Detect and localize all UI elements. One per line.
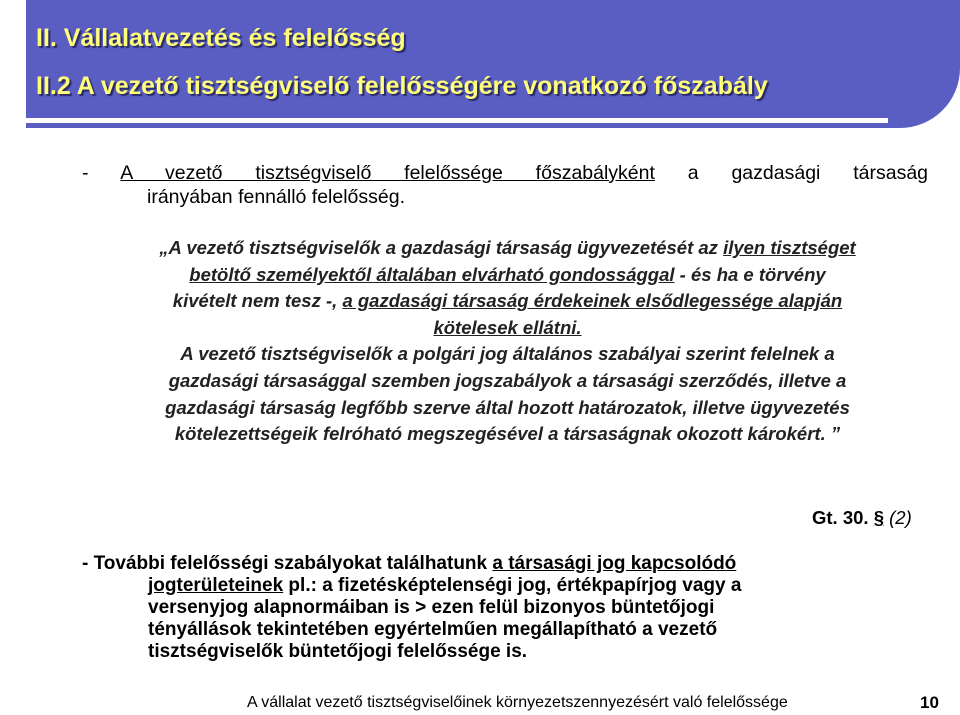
intro-dash: -	[82, 162, 89, 184]
page-number: 10	[920, 693, 939, 712]
quote-underlined-2: a gazdasági társaság érdekeinek elsődlegessége alapján kötelesek ellátni.	[342, 290, 843, 338]
intro-line-2: irányában fennálló felelősség.	[147, 186, 406, 208]
further-line-4: tényállások tekintetében egyértelműen megállapítható a vezető	[148, 619, 718, 640]
section-sign: §	[873, 507, 884, 528]
page-subtitle: II.2 A vezető tisztségviselő felelősségére vonatkozó főszabály	[36, 72, 768, 100]
quote-underlined-1: ilyen tisztséget betöltő személyektől általában elvárható gondossággal	[189, 237, 856, 285]
further-rules-paragraph	[82, 553, 862, 663]
quote-closing-mark: ”	[830, 423, 841, 445]
further-line-2: jogterületeinek pl.: a fizetésképtelenségi jog, értékpapírjog vagy a	[148, 575, 742, 596]
header-banner	[26, 0, 960, 128]
further-line-1: - További felelősségi szabályokat találhatunk a társasági jog kapcsolódó	[82, 553, 737, 574]
law-quote	[155, 235, 860, 448]
intro-line-1	[82, 161, 928, 185]
quote-paragraph-2: A vezető tisztségviselők a polgári jog általános szabályai szerint felelnek a gazdasági társasággal szemben jogszabályok a társasági szerződés, illetve a gazdasági társaság legfőbb szerve által hozott határozatok, illetve ügyvezetés kötelezettségeik felróható megszegésével a társaságnak okozott károkért. ”	[165, 343, 850, 445]
page-title: II. Vállalatvezetés és felelősség	[36, 24, 406, 52]
further-line-5: tisztségviselők büntetőjogi felelőssége is.	[148, 641, 528, 662]
law-citation: Gt. 30. § (2)	[812, 507, 912, 528]
footer-text: A vállalat vezető tisztségviselőinek környezetszennyezésért való felelőssége	[247, 694, 788, 711]
quote-paragraph-1: „A vezető tisztségviselők a gazdasági társaság ügyvezetését az ilyen tisztséget betöltő személyektől általában elvárható gondossággal - és ha e törvény kivételt nem tesz -, a gazdasági társaság érdekeinek elsődlegessége alapján kötelesek ellátni.	[159, 237, 856, 338]
intro-underlined: A vezető tisztségviselő felelőssége főszabályként	[120, 162, 655, 184]
intro-rest: a gazdasági társaság	[654, 162, 929, 184]
further-line-3: versenyjog alapnormáiban is > ezen felül bizonyos büntetőjogi	[148, 597, 715, 618]
header-divider	[26, 118, 888, 123]
